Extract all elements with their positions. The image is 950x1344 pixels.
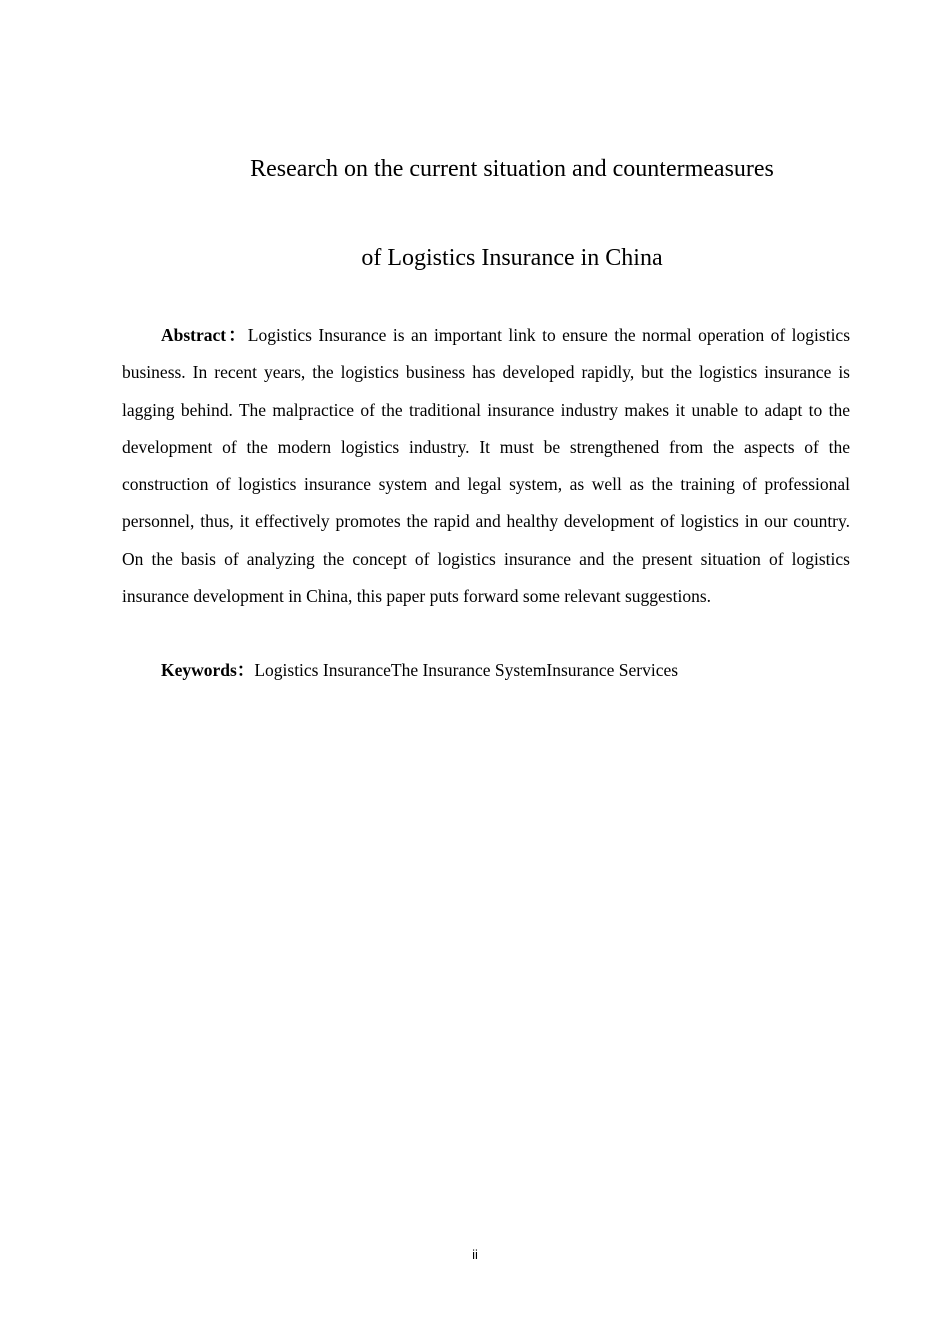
abstract-paragraph bbox=[122, 317, 850, 615]
title-line-1: Research on the current situation and countermeasures bbox=[250, 156, 774, 182]
page-number: ii bbox=[472, 1247, 478, 1262]
keyword-item: The Insurance System bbox=[390, 660, 547, 680]
keyword-item: Insurance Services bbox=[546, 660, 679, 680]
keywords-paragraph bbox=[122, 652, 850, 689]
title-line-2: of Logistics Insurance in China bbox=[361, 245, 663, 271]
abstract-label: Abstract bbox=[161, 325, 227, 345]
abstract-colon: ： bbox=[226, 325, 248, 345]
keywords-label: Keywords bbox=[161, 660, 237, 680]
keywords-colon: ： bbox=[236, 660, 255, 680]
abstract-text: Logistics Insurance is an important link to ensure the normal operation of logistics business. In recent years, the logistics business has developed rapidly, but the logistics insurance is lagging behind. The malpractice of the traditional insurance industry makes it unable to adapt to the development of the modern logistics industry. It must be strengthened from the aspects of the construction of logistics insurance system and legal system, as well as the training of professional personnel, thus, it effectively promotes the rapid and healthy development of logistics in our country. On the basis of analyzing the concept of logistics insurance and the present situation of logistics insurance development in China, this paper puts forward some relevant suggestions. bbox=[122, 325, 851, 607]
keyword-item: Logistics Insurance bbox=[254, 660, 391, 680]
